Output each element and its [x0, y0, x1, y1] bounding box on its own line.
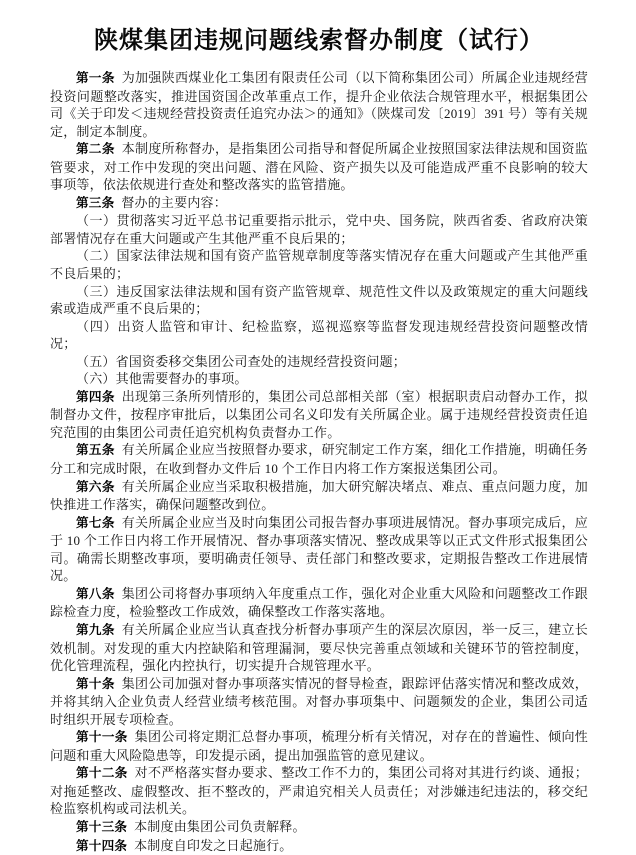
article-text: （四）出资人监管和审计、纪检监察，巡视巡察等监督发现违规经营投资问题整改情况； — [50, 318, 588, 352]
article-text: 集团公司将督办事项纳入年度重点工作，强化对企业重大风险和问题整改工作跟踪检查力度，检验整改工作成效，确保整改工作落实落地。 — [50, 585, 588, 620]
article-label: 第五条 — [76, 443, 115, 458]
paragraph-item-6 — [50, 370, 588, 388]
paragraph-article-14 — [50, 837, 588, 855]
paragraph-item-4 — [50, 318, 588, 353]
paragraph-article-10 — [50, 675, 588, 729]
paragraph-article-8 — [50, 585, 588, 621]
document-title: 陕煤集团违规问题线索督办制度（试行） — [94, 27, 544, 54]
article-text: 有关所属企业应当采取积极措施，加大研究解决堵点、难点、重点问题力度，加快推进工作落实，确保问题整改到位。 — [50, 478, 588, 513]
paragraph-article-11 — [50, 728, 588, 764]
article-label: 第十三条 — [76, 819, 128, 834]
article-text: （五）省国资委移交集团公司查处的违规经营投资问题； — [76, 353, 407, 369]
article-text: 集团公司将定期汇总督办事项，梳理分析有关情况，对存在的普遍性、倾向性问题和重大风险隐患等，印发提示函，提出加强监管的意见建议。 — [50, 729, 588, 763]
paragraph-article-6 — [50, 478, 588, 514]
paragraph-article-1 — [50, 69, 588, 140]
paragraph-article-2 — [50, 140, 588, 194]
article-label: 第十四条 — [76, 838, 128, 853]
paragraph-item-5 — [50, 353, 588, 371]
article-text: 本制度所称督办，是指集团公司指导和督促所属企业按照国家法律法规和国资监管要求，对工作中发现的突出问题、潜在风险、资产损失以及可能造成严重不良影响的较大事项等，依法依规进行查处和整改落实的监管措施。 — [50, 141, 588, 193]
paragraph-item-3 — [50, 283, 588, 318]
paragraph-item-1 — [50, 212, 588, 247]
article-text: （二）国家法律法规和国有资产监管规章制度等落实情况存在重大问题或产生其他严重不良后果的； — [50, 248, 588, 282]
paragraph-article-12 — [50, 764, 588, 818]
article-text: 出现第三条所列情形的，集团公司总部相关部（室）根据职责启动督办工作，拟制督办文件，按程序审批后，以集团公司名义印发有关所属企业。属于违规经营投资责任追究范围的由集团公司责任追究机构负责督办工作。 — [50, 388, 588, 440]
article-text: （一）贯彻落实习近平总书记重要指示批示，党中央、国务院，陕西省委、省政府决策部署情况存在重大问题或产生其他严重不良后果的； — [50, 213, 588, 246]
article-label: 第十一条 — [76, 730, 128, 745]
article-label: 第七条 — [76, 515, 115, 530]
article-label: 第十条 — [76, 676, 115, 691]
paragraph-article-13 — [50, 818, 588, 837]
article-text: 为加强陕西煤业化工集团有限责任公司（以下简称集团公司）所属企业违规经营投资问题整改落实，推进国资国企改革重点工作，提升企业依法合规管理水平，根据集团公司《关于印发＜违规经营投资责任追究办法＞的通知》（陕煤司发〔2019〕391 号）等有关规定，制定本制度。 — [50, 70, 588, 139]
article-text: 督办的主要内容： — [121, 194, 227, 210]
article-text: （三）违反国家法律法规和国有资产监管规章、规范性文件以及政策规定的重大问题线索或造成严重不良后果的； — [50, 283, 588, 317]
paragraph-article-4 — [50, 388, 588, 442]
article-text: 本制度由集团公司负责解释。 — [134, 818, 306, 834]
article-text: 有关所属企业应当及时向集团公司报告督办事项进展情况。督办事项完成后，应于 10 个工作日内将工作开展情况、督办事项落实情况、整改成果等以正式文件形式报集团公司。确需长期整改事项，要明确责任领导、责任部门和整改要求，定期报告整改工作进展情况。 — [50, 514, 588, 584]
article-label: 第四条 — [76, 389, 115, 404]
paragraph-article-7 — [50, 514, 588, 585]
article-label: 第一条 — [76, 71, 115, 85]
article-label: 第九条 — [76, 622, 115, 637]
paragraph-article-9 — [50, 621, 588, 675]
article-label: 第十二条 — [76, 766, 128, 781]
article-text: 有关所属企业应当认真查找分析督办事项产生的深层次原因，举一反三，建立长效机制。对发现的重大内控缺陷和管理漏洞，要尽快完善重点领域和关键环节的管控制度，优化管理流程，强化内控执行，切实提升合规管理水平。 — [50, 621, 588, 674]
article-label: 第二条 — [76, 142, 115, 157]
article-label: 第六条 — [76, 479, 115, 494]
paragraph-article-5 — [50, 441, 588, 477]
article-text: 有关所属企业应当按照督办要求，研究制定工作方案，细化工作措施，明确任务分工和完成时限，在收到督办文件后 10 个工作日内将工作方案报送集团公司。 — [50, 442, 588, 477]
paragraph-item-2 — [50, 247, 588, 282]
article-label: 第八条 — [76, 586, 115, 601]
paragraph-article-3 — [50, 194, 588, 213]
article-label: 第三条 — [76, 195, 115, 210]
article-text: 本制度自印发之日起施行。 — [134, 837, 293, 853]
article-text: 集团公司加强对督办事项落实情况的督导检查，跟踪评估落实情况和整改成效，并将其纳入企业负责人经营业绩考核范围。对督办事项集中、问题频发的企业，集团公司适时组织开展专项检查。 — [50, 675, 588, 727]
article-text: （六）其他需要督办的事项。 — [76, 371, 248, 387]
article-text: 对不严格落实督办要求、整改工作不力的，集团公司将对其进行约谈、通报；对拖延整改、虚假整改、拒不整改的，严肃追究相关人员责任；对涉嫌违纪违法的，移交纪检监察机构或司法机关。 — [50, 765, 588, 817]
